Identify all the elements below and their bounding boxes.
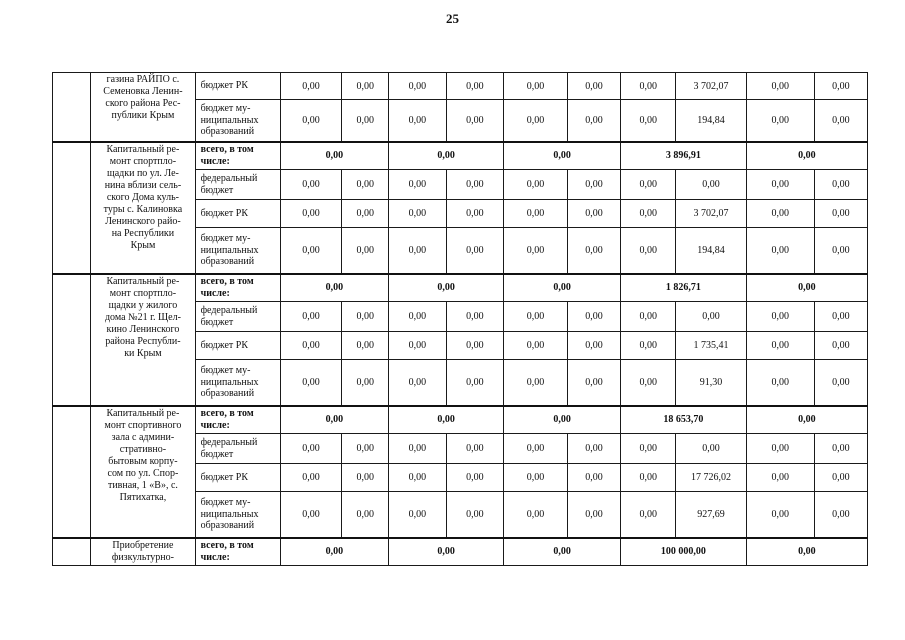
value-cell: 0,00 [567,360,620,406]
value-cell: 0,00 [621,200,676,228]
funding-source-line: числе: [200,551,230,563]
value-cell: 194,84 [676,228,746,274]
funding-source-line: федеральный [200,437,258,448]
value-cell: 0,00 [389,302,446,332]
object-name-line: дома №21 г. Щел- [104,311,181,323]
value-cell: 0,00 [814,200,867,228]
value-cell: 91,30 [676,360,746,406]
value-cell: 0,00 [621,100,676,142]
funding-source-cell [195,142,280,170]
object-name-line: Капитальный ре- [106,275,180,287]
value-cell: 0,00 [504,73,568,100]
total-value-cell: 0,00 [280,538,389,566]
value-cell: 0,00 [504,302,568,332]
value-cell: 0,00 [389,100,446,142]
total-row [53,142,868,170]
value-cell: 0,00 [814,170,867,200]
funding-source-line: бюджет [200,316,234,328]
value-cell: 1 735,41 [676,332,746,360]
value-cell: 0,00 [504,464,568,492]
funding-source-cell [195,332,280,360]
funding-source-line: ниципальных [200,508,259,520]
total-value-cell: 0,00 [746,406,867,434]
value-cell: 0,00 [446,434,503,464]
value-cell: 0,00 [446,464,503,492]
value-cell: 0,00 [342,464,389,492]
value-cell: 0,00 [746,360,814,406]
value-cell: 0,00 [746,464,814,492]
value-cell: 0,00 [280,73,342,100]
value-cell: 194,84 [676,100,746,142]
funding-source-cell [195,274,280,302]
funding-source-line: бюджет РК [200,471,249,483]
empty-cell [53,274,91,406]
value-cell: 0,00 [621,434,676,464]
funding-source-line: образований [200,126,255,137]
value-cell: 0,00 [389,434,446,464]
funding-source-line: всего, в том [200,144,254,156]
funding-source-line: всего, в том [200,276,254,288]
object-name-line: физкультурно- [111,551,174,563]
object-name-line: ского Дома куль- [106,191,179,203]
value-cell: 0,00 [446,228,503,274]
total-value-cell: 0,00 [504,274,621,302]
funding-source-line: бюджет [200,184,234,196]
total-row [53,274,868,302]
value-cell: 0,00 [814,332,867,360]
funding-source-line: бюджет му- [200,497,251,508]
value-cell: 0,00 [342,228,389,274]
total-value-cell: 0,00 [389,406,504,434]
value-cell: 0,00 [446,302,503,332]
funding-source-line: бюджет [200,448,234,460]
total-value-cell: 0,00 [746,142,867,170]
object-name-line: стративно- [119,443,167,455]
value-cell: 0,00 [446,332,503,360]
value-cell: 0,00 [280,302,342,332]
value-cell: 0,00 [814,360,867,406]
value-cell: 0,00 [746,228,814,274]
object-name-line: Ленинского райо- [105,215,181,227]
value-cell: 0,00 [446,492,503,538]
value-cell: 0,00 [446,73,503,100]
value-cell: 0,00 [746,170,814,200]
funding-source-line: федеральный [200,173,258,184]
budget-table [52,72,868,566]
object-name-line: тивная, 1 «В», с. [107,479,178,491]
value-cell: 0,00 [342,302,389,332]
value-cell: 0,00 [280,228,342,274]
object-name-line: Крым [130,239,156,251]
value-cell: 0,00 [676,170,746,200]
value-cell: 0,00 [621,228,676,274]
object-name-line: публики Крым [111,110,175,121]
value-cell: 0,00 [567,464,620,492]
value-cell: 0,00 [746,302,814,332]
object-name-line: Капитальный ре- [106,143,180,155]
object-name-cell [91,73,195,142]
value-cell: 0,00 [446,100,503,142]
value-cell: 0,00 [621,492,676,538]
value-cell: 0,00 [621,464,676,492]
funding-source-cell [195,228,280,274]
funding-source-line: бюджет му- [200,233,251,244]
value-cell: 0,00 [814,302,867,332]
value-cell: 0,00 [676,302,746,332]
object-name-line: щадки по ул. Ле- [107,167,179,179]
funding-source-cell [195,100,280,142]
value-cell: 0,00 [389,200,446,228]
value-cell: 0,00 [389,73,446,100]
funding-source-line: ниципальных [200,244,259,256]
total-value-cell: 0,00 [389,274,504,302]
funding-source-line: числе: [200,287,230,299]
funding-source-line: бюджет му- [200,103,251,114]
total-value-cell: 3 896,91 [621,142,747,170]
object-name-line: монт спортпло- [109,155,177,167]
funding-source-cell [195,538,280,566]
value-cell: 0,00 [342,170,389,200]
value-cell: 0,00 [746,73,814,100]
value-cell: 0,00 [746,332,814,360]
empty-cell [53,538,91,566]
object-name-line: района Республи- [105,335,181,347]
value-cell: 0,00 [389,228,446,274]
object-name-cell [91,142,195,274]
funding-source-line: образований [200,388,255,399]
value-cell: 0,00 [814,434,867,464]
value-cell: 0,00 [567,434,620,464]
total-value-cell: 0,00 [389,142,504,170]
funding-source-line: бюджет му- [200,365,251,376]
value-cell: 0,00 [567,73,620,100]
value-cell: 0,00 [567,492,620,538]
total-value-cell: 0,00 [280,406,389,434]
funding-source-line: бюджет РК [200,80,249,92]
value-cell: 3 702,07 [676,200,746,228]
object-name-line: ки Крым [124,347,162,359]
total-value-cell: 0,00 [389,538,504,566]
value-cell: 0,00 [814,73,867,100]
value-cell: 0,00 [280,360,342,406]
value-cell: 0,00 [389,492,446,538]
value-cell: 0,00 [621,360,676,406]
object-name-line: ского района Рес- [105,98,181,109]
total-row [53,406,868,434]
object-name-cell [91,538,195,566]
value-cell: 0,00 [446,360,503,406]
value-cell: 0,00 [280,332,342,360]
object-name-line: Семеновка Ленин- [103,86,183,97]
funding-source-cell [195,464,280,492]
total-value-cell: 0,00 [504,142,621,170]
value-cell: 0,00 [504,434,568,464]
value-cell: 0,00 [621,170,676,200]
total-value-cell: 0,00 [746,274,867,302]
funding-source-cell [195,360,280,406]
value-cell: 0,00 [280,492,342,538]
value-cell: 0,00 [342,200,389,228]
total-value-cell: 0,00 [504,406,621,434]
value-cell: 0,00 [446,170,503,200]
value-cell: 0,00 [567,200,620,228]
object-name-line: Приобретение [112,539,174,551]
value-cell: 0,00 [567,332,620,360]
total-value-cell: 18 653,70 [621,406,747,434]
value-cell: 0,00 [567,228,620,274]
funding-source-cell [195,73,280,100]
funding-source-line: числе: [200,419,230,431]
value-cell: 0,00 [342,360,389,406]
value-cell: 0,00 [504,492,568,538]
page-number: 25 [446,11,459,26]
object-name-line: монт спортивного [104,419,182,431]
funding-source-cell [195,302,280,332]
value-cell: 0,00 [746,434,814,464]
empty-cell [53,142,91,274]
object-name-line: монт спортпло- [109,287,177,299]
funding-source-cell [195,492,280,538]
value-cell: 0,00 [342,73,389,100]
value-cell: 0,00 [567,100,620,142]
value-cell: 0,00 [280,100,342,142]
funding-source-line: числе: [200,155,230,167]
value-cell: 0,00 [504,170,568,200]
value-cell: 0,00 [280,434,342,464]
total-value-cell: 0,00 [746,538,867,566]
value-cell: 0,00 [746,100,814,142]
value-cell: 0,00 [814,492,867,538]
value-cell: 0,00 [389,360,446,406]
value-cell: 0,00 [389,332,446,360]
funding-source-line: образований [200,256,255,267]
object-name-cell [91,274,195,406]
total-value-cell: 0,00 [280,274,389,302]
value-cell: 0,00 [814,100,867,142]
object-name-line: туры с. Калиновка [103,203,183,215]
total-row [53,538,868,566]
value-cell: 0,00 [746,492,814,538]
value-cell: 0,00 [814,464,867,492]
value-cell: 0,00 [342,434,389,464]
object-name-line: нина вблизи сель- [104,179,182,191]
value-cell: 0,00 [814,228,867,274]
value-cell: 0,00 [567,170,620,200]
total-value-cell: 0,00 [280,142,389,170]
object-name-line: сом по ул. Спор- [107,467,179,479]
value-cell: 0,00 [676,434,746,464]
empty-cell [53,406,91,538]
value-cell: 0,00 [504,200,568,228]
value-cell: 0,00 [342,332,389,360]
object-name-line: кино Ленинского [106,323,180,335]
object-name-line: на Республики [111,227,175,239]
funding-source-cell [195,200,280,228]
funding-source-line: образований [200,520,255,531]
value-cell: 17 726,02 [676,464,746,492]
value-cell: 0,00 [280,200,342,228]
value-cell: 0,00 [280,170,342,200]
value-cell: 927,69 [676,492,746,538]
empty-cell [53,73,91,142]
value-cell: 0,00 [746,200,814,228]
funding-source-line: бюджет РК [200,207,249,219]
value-cell: 0,00 [621,73,676,100]
value-cell: 0,00 [446,200,503,228]
funding-source-cell [195,170,280,200]
funding-source-line: федеральный [200,305,258,316]
object-name-line: Капитальный ре- [106,407,180,419]
funding-source-cell [195,406,280,434]
object-name-cell [91,406,195,538]
value-cell: 0,00 [504,100,568,142]
value-cell: 0,00 [389,464,446,492]
value-cell: 0,00 [280,464,342,492]
value-cell: 0,00 [504,332,568,360]
object-name-line: щадки у жилого [108,299,178,311]
value-cell: 0,00 [389,170,446,200]
value-cell: 0,00 [567,302,620,332]
value-cell: 0,00 [621,302,676,332]
funding-source-cell [195,434,280,464]
funding-source-line: бюджет РК [200,339,249,351]
table-row [53,73,868,100]
table-body [53,73,868,566]
value-cell: 3 702,07 [676,73,746,100]
total-value-cell: 0,00 [504,538,621,566]
funding-source-line: всего, в том [200,540,254,552]
value-cell: 0,00 [504,360,568,406]
object-name-line: бытовым корпу- [108,455,178,467]
funding-source-line: всего, в том [200,408,254,420]
value-cell: 0,00 [342,100,389,142]
value-cell: 0,00 [342,492,389,538]
funding-source-line: ниципальных [200,114,259,126]
value-cell: 0,00 [504,228,568,274]
total-value-cell: 100 000,00 [621,538,747,566]
object-name-line: газина РАЙПО с. [106,74,180,85]
total-value-cell: 1 826,71 [621,274,747,302]
object-name-line: зала с админи- [111,431,175,443]
value-cell: 0,00 [621,332,676,360]
funding-source-line: ниципальных [200,376,259,388]
object-name-line: Пятихатка, [119,491,167,503]
